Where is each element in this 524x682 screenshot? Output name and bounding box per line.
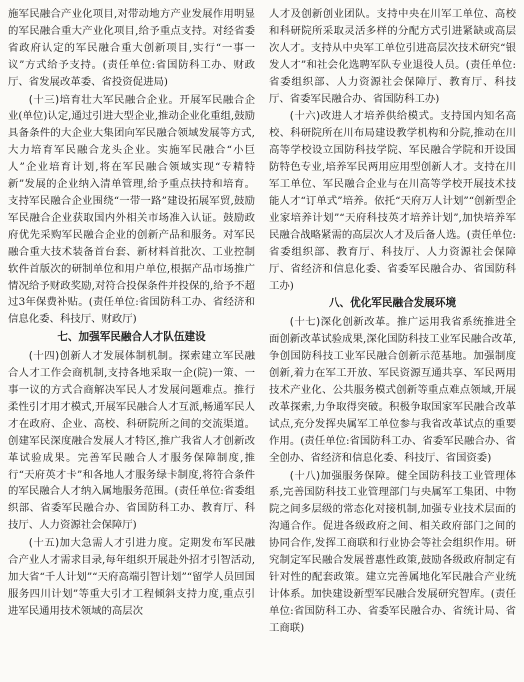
paragraph-16-body: 支持国内知名高校、科研院所在川布局建设教学机构和分院,推动在川高等学校设立国防科技学院、军民融合学院和开设国防特色专业,培养军民两用应用型创新人才。支持在川军工单位、军民融合企业与在川高等学校开展技术技能人才“订单式”培养。依托“天府万人计划”“创新型企业家培养计划”“天府科技英才培养计划”,加快培养军民融合战略紧需的高层次人才及后备人选。(责任单位:省委组织部、教育厅、科技厅、人力资源社会保障厅、省经济和信息化委、省委军民融合办、省国防科工办): [269, 110, 516, 292]
section-7-heading: 七、加强军民融合人才队伍建设: [57, 331, 206, 344]
paragraph-18-title: 加强服务保障。: [320, 469, 397, 482]
paragraph-12-continuation: 施军民融合产业化项目,对带动地方产业发展作用明显的军民融合重大产业化项目,给予重点支持。对经省委省政府认定的军民融合重大创新项目,实行“一事一议”方式给予支持。(责任单位:省国防科工办、财政厅、省发展改革委、省投资促进局): [8, 8, 255, 88]
paragraph-18-number: (十八): [289, 469, 321, 482]
paragraph-16-title: 改进人才培养供给模式。: [320, 110, 441, 123]
paragraph-15-number: (十五): [28, 537, 60, 550]
paragraph-14-title: 创新人才发展体制机制。: [59, 350, 180, 363]
paragraph-16-number: (十六): [289, 110, 321, 123]
paragraph-14: [8, 348, 255, 534]
paragraph-13: [8, 92, 255, 329]
paragraph-13-body: 开展军民融合企业(单位)认定,通过引进大型企业,推动企业化重组,鼓励具备条件的大企业大集团向军民融合领域发展等方式,大力培育军民融合龙头企业。实施军民融合“小巨人”企业培育计划,将在军民融合领域实现“专精特新”发展的企业纳入清单管理,给予重点扶持和培育。支持军民融合企业围绕“一带一路”建设拓展军贸,鼓励军民融合企业获取国内外相关市场准入认证。鼓励政府优先采购军民融合企业的创新产品和服务。对军民融合重大技术装备首台套、新材料首批次、工业控制软件首版次的研制单位和用户单位,根据产品市场推广情况给予财政奖励,对符合投保条件并投保的,给予不超过3年保费补贴。(责任单位:省国防科工办、省经济和信息化委、科技厅、财政厅): [8, 93, 255, 326]
section-8-heading: 八、优化军民融合发展环境: [328, 297, 457, 310]
paragraph-17-title: 深化创新改革。: [320, 316, 397, 329]
paragraph-14-number: (十四): [28, 350, 60, 363]
right-column: [269, 6, 516, 682]
paragraph-13-number: (十三): [28, 93, 60, 106]
paragraph-16: [269, 108, 516, 294]
paragraph-15-title: 加大急需人才引进力度。: [59, 537, 180, 550]
paragraph-15-continuation: 人才及创新创业团队。支持中央在川军工单位、高校和科研院所采取灵活多样的分配方式引进紧缺或高层次人才。支持从中央军工单位引进高层次技术研究“银发人才”和社会化选聘军队专业退役人员。(责任单位:省委组织部、人力资源社会保障厅、教育厅、科技厅、省委军民融合办、省国防科工办): [269, 8, 516, 105]
paragraph-18-body: 健全国防科技工业管理体系,完善国防科技工业管理部门与央属军工集团、中物院之间多层级的常态化对接机制,加强专业技术层面的沟通合作。促进各级政府之间、相关政府部门之间的协同合作,发挥工商联和行业协会等社会组织作用。研究制定军民融合发展普惠性政策,鼓励各级政府制定有针对性的配套政策。建立完善属地化军民融合产业统计体系。加快建设新型军民融合发展研究智库。(责任单位:省国防科工办、省委军民融合办、省统计局、省工商联): [269, 469, 517, 634]
paragraph-15-body: 定期发布军民融合产业人才需求目录,每年组织开展赴外招才引智活动,加大省“千人计划”“天府高端引智计划”“留学人员回国服务四川计划”等重大引才工程倾斜支持力度,重点引进军民通用技术领域的高层次: [8, 537, 255, 617]
paragraph-18: [269, 468, 516, 637]
paragraph-14-body: 探索建立军民融合人才工作会商机制,支持各地采取一企(院)一策、一事一议的方式合商解决军民人才发展问题难点。推行柔性引才用才模式,开展军民融合人才互派,畅通军民人才在政府、企业、高校、科研院所之间的交流渠道。创建军民深度融合发展人才特区,推广我省人才创新改革试验成果。完善军民融合人才服务保障制度,推行“天府英才卡”和各地人才服务绿卡制度,将符合条件的军民融合人才纳入属地服务范围。(责任单位:省委组织部、省委军民融合办、省国防科工办、教育厅、科技厅、人力资源社会保障厅): [8, 350, 255, 532]
paragraph-13-title: 培育壮大军民融合企业。: [59, 93, 180, 106]
paragraph-17-body: 推广运用我省系统推进全面创新改革试验成果,深化国防科技工业军民融合改革,争创国防科技工业军民融合创新示范基地。加强制度创新,着力在军工开放、军民资源互通共享、军民两用技术产业化、公共服务模式创新等重点难点领域,开展改革探索,力争取得突破。积极争取国家军民融合改革试点,充分发挥央属军工单位参与我省改革试点的重要作用。(责任单位:省国防科工办、省委军民融合办、省全创办、省经济和信息化委、科技厅、省国资委): [269, 316, 517, 464]
paragraph-17-number: (十七): [289, 316, 321, 329]
paragraph-15: [8, 535, 255, 620]
left-column: [8, 6, 255, 682]
paragraph-17: [269, 314, 516, 466]
